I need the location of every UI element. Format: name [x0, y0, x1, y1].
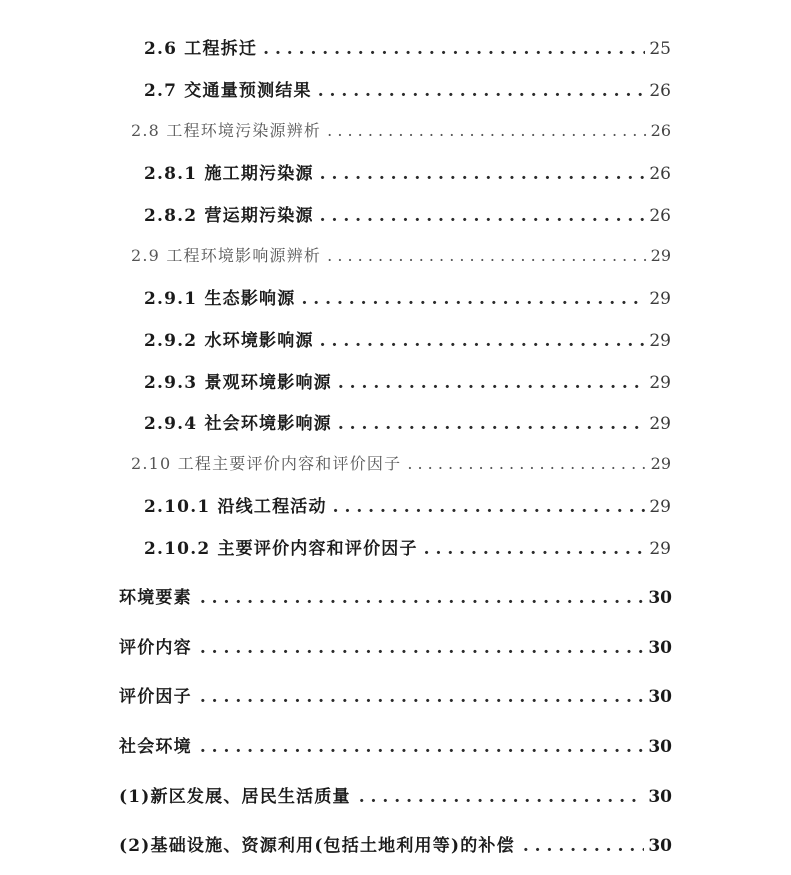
toc-entry-page: 30 — [648, 638, 672, 658]
toc-entry-2-9-4[interactable] — [144, 409, 671, 434]
toc-entry-label: 社会环境 — [119, 737, 192, 757]
toc-entry-label: (1)新区发展、居民生活质量 — [119, 787, 351, 807]
dot-leader — [200, 638, 645, 658]
toc-entry-2-9[interactable] — [131, 243, 671, 266]
toc-entry-label: 2.10.2 主要评价内容和评价因子 — [144, 539, 418, 559]
toc-entry-2-8-1[interactable] — [144, 159, 671, 184]
toc-entry-eval-factors[interactable] — [119, 682, 672, 707]
dot-leader — [320, 331, 646, 351]
toc-entry-page: 29 — [649, 414, 671, 434]
toc-entry-page: 30 — [648, 588, 672, 608]
dot-leader — [318, 81, 646, 101]
toc-entry-label: 2.6 工程拆迁 — [144, 39, 258, 59]
toc-entry-label: 2.9.2 水环境影响源 — [144, 331, 314, 351]
dot-leader — [327, 121, 647, 140]
dot-leader — [338, 373, 646, 393]
toc-entry-page: 30 — [648, 687, 672, 707]
dot-leader — [320, 164, 646, 184]
toc-entry-page: 30 — [648, 787, 672, 807]
toc-entry-page: 25 — [649, 39, 671, 59]
toc-entry-label: 2.9 工程环境影响源辨析 — [131, 246, 322, 265]
toc-entry-page: 26 — [649, 206, 671, 226]
dot-leader — [523, 836, 645, 856]
toc-entry-social-env[interactable] — [119, 732, 672, 757]
toc-entry-page: 29 — [649, 331, 671, 351]
dot-leader — [327, 246, 647, 265]
toc-entry-2-9-1[interactable] — [144, 284, 671, 309]
toc-entry-2-9-3[interactable] — [144, 368, 671, 393]
toc-entry-label: 2.10 工程主要评价内容和评价因子 — [131, 454, 402, 473]
toc-entry-page: 29 — [649, 289, 671, 309]
toc-entry-label: 2.8.1 施工期污染源 — [144, 164, 314, 184]
toc-entry-label: 2.7 交通量预测结果 — [144, 81, 312, 101]
toc-entry-label: 环境要素 — [119, 588, 192, 608]
toc-entry-2-7[interactable] — [144, 76, 671, 101]
toc-entry-2-8[interactable] — [131, 118, 671, 141]
toc-entry-page: 30 — [648, 836, 672, 856]
toc-entry-page: 29 — [649, 373, 671, 393]
toc-entry-page: 29 — [650, 246, 671, 265]
dot-leader — [301, 289, 645, 309]
toc-entry-label: 2.10.1 沿线工程活动 — [144, 497, 327, 517]
dot-leader — [200, 737, 645, 757]
toc-entry-2-6[interactable] — [144, 34, 671, 59]
toc-entry-2-10[interactable] — [131, 451, 671, 474]
dot-leader — [338, 414, 646, 434]
dot-leader — [263, 39, 645, 59]
toc-entry-2-10-1[interactable] — [144, 492, 671, 517]
toc-entry-label: 评价因子 — [119, 687, 192, 707]
toc-entry-page: 29 — [649, 497, 671, 517]
toc-entry-label: 2.8 工程环境污染源辨析 — [131, 121, 322, 140]
toc-entry-page: 26 — [649, 164, 671, 184]
toc-entry-2-9-2[interactable] — [144, 326, 671, 351]
toc-entry-label: 评价内容 — [119, 638, 192, 658]
dot-leader — [407, 454, 646, 473]
dot-leader — [359, 787, 645, 807]
toc-entry-page: 29 — [649, 539, 671, 559]
toc-entry-label: (2)基础设施、资源利用(包括土地利用等)的补偿 — [119, 836, 515, 856]
toc-entry-2-8-2[interactable] — [144, 201, 671, 226]
toc-entry-env-elements[interactable] — [119, 583, 672, 608]
toc-entry-new-district[interactable] — [119, 782, 672, 807]
toc-entry-page: 26 — [649, 81, 671, 101]
toc-entry-label: 2.8.2 营运期污染源 — [144, 206, 314, 226]
toc-entry-2-10-2[interactable] — [144, 534, 671, 559]
dot-leader — [333, 497, 646, 517]
toc-entry-label: 2.9.3 景观环境影响源 — [144, 373, 332, 393]
toc-entry-page: 26 — [650, 121, 671, 140]
toc-entry-page: 30 — [648, 737, 672, 757]
toc-entry-label: 2.9.1 生态影响源 — [144, 289, 296, 309]
dot-leader — [200, 687, 645, 707]
toc-entry-eval-content[interactable] — [119, 633, 672, 658]
toc-entry-infrastructure[interactable] — [119, 831, 672, 856]
toc-entry-label: 2.9.4 社会环境影响源 — [144, 414, 332, 434]
dot-leader — [424, 539, 646, 559]
dot-leader — [200, 588, 645, 608]
dot-leader — [320, 206, 646, 226]
toc-entry-page: 29 — [650, 454, 671, 473]
